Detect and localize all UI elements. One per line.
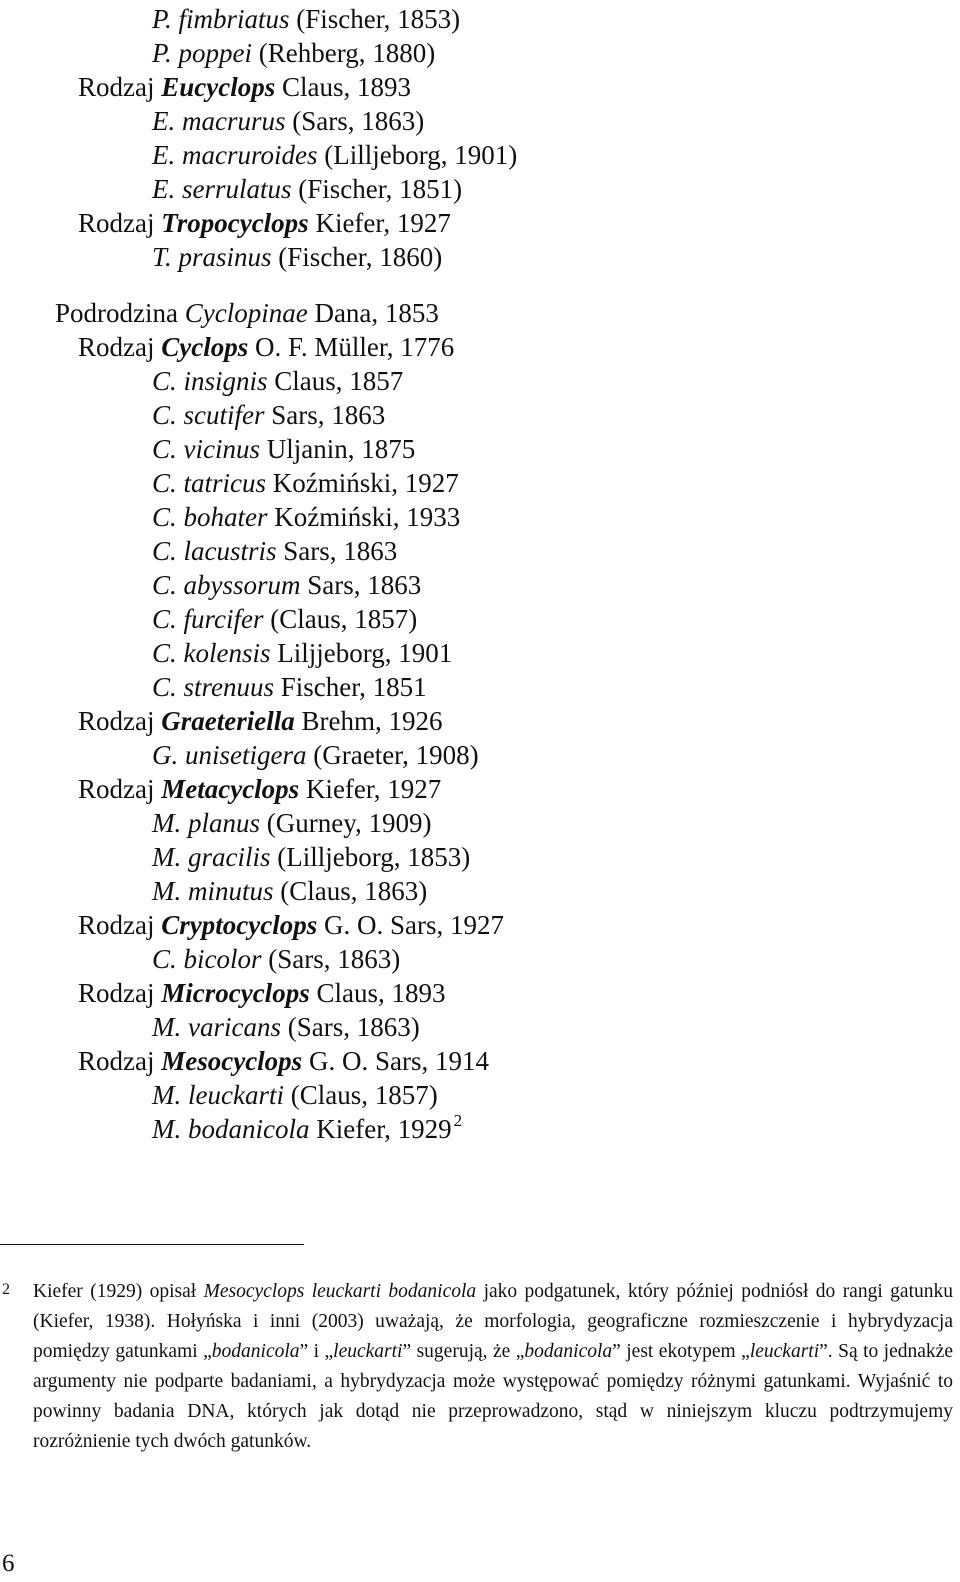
species-entry: C. scutifer Sars, 1863 xyxy=(152,400,386,430)
species-entry: M. planus (Gurney, 1909) xyxy=(152,808,432,838)
species-entry: G. unisetigera (Graeter, 1908) xyxy=(152,740,479,770)
footnote-number: 2 xyxy=(2,1281,10,1298)
species-entry: M. minutus (Claus, 1863) xyxy=(152,876,428,906)
species-entry: E. macrurus (Sars, 1863) xyxy=(152,106,425,136)
genus-entry: Rodzaj Microcyclops Claus, 1893 xyxy=(78,978,446,1008)
species-entry: C. furcifer (Claus, 1857) xyxy=(152,604,418,634)
species-entry: P. fimbriatus (Fischer, 1853) xyxy=(152,4,461,34)
genus-entry: Rodzaj Metacyclops Kiefer, 1927 xyxy=(78,774,442,804)
species-entry: C. bohater Koźmiński, 1933 xyxy=(152,502,461,532)
genus-entry: Rodzaj Cyclops O. F. Müller, 1776 xyxy=(78,332,455,362)
footnote-separator xyxy=(0,1244,304,1245)
species-entry: M. varicans (Sars, 1863) xyxy=(152,1012,420,1042)
species-entry: P. poppei (Rehberg, 1880) xyxy=(152,38,436,68)
species-entry: C. abyssorum Sars, 1863 xyxy=(152,570,422,600)
page-number: 6 xyxy=(2,1550,15,1577)
genus-entry: Rodzaj Graeteriella Brehm, 1926 xyxy=(78,706,443,736)
species-entry: C. insignis Claus, 1857 xyxy=(152,366,404,396)
species-entry: T. prasinus (Fischer, 1860) xyxy=(152,242,443,272)
species-entry: C. tatricus Koźmiński, 1927 xyxy=(152,468,459,498)
genus-entry: Rodzaj Cryptocyclops G. O. Sars, 1927 xyxy=(78,910,504,940)
genus-entry: Rodzaj Mesocyclops G. O. Sars, 1914 xyxy=(78,1046,489,1076)
species-entry: M. bodanicola Kiefer, 1929 $^2$ xyxy=(152,1111,463,1144)
species-entry: C. kolensis Liljjeborg, 1901 xyxy=(152,638,453,668)
species-entry: C. bicolor (Sars, 1863) xyxy=(152,944,401,974)
footnote-text: Kiefer (1929) opisał Mesocyclops leuckarti bodanicola jako podgatunek, który później podniósł do rangi gatunku (Kiefer, 1938). Hołyńska i inni (2003) uważają, że morfologia, geograficzne rozmieszczenie i hybrydyzacja pomiędzy gatunkami „bodanicola” i „leuckarti” sugerują, że „bodanicola” jest ekotypem „leuckarti”. Są to jednakże argumenty nie podparte badaniami, a hybrydyzacja może występować pomiędzy różnymi gatunkami. Wyjaśnić to powinny badania DNA, których jak dotąd nie przeprowadzono, stąd w niniejszym kluczu podtrzymujemy rozróżnienie tych dwóch gatunków. xyxy=(33,1281,953,1452)
footnote-reference: 2 xyxy=(453,1111,463,1130)
species-entry: M. leuckarti (Claus, 1857) xyxy=(152,1080,438,1110)
subfamily-entry: Podrodzina Cyclopinae Dana, 1853 xyxy=(55,298,439,328)
species-entry: C. strenuus Fischer, 1851 xyxy=(152,672,427,702)
species-entry: M. gracilis (Lilljeborg, 1853) xyxy=(152,842,471,872)
species-entry: C. vicinus Uljanin, 1875 xyxy=(152,434,416,464)
species-entry: E. macruroides (Lilljeborg, 1901) xyxy=(152,140,518,170)
genus-entry: Rodzaj Eucyclops Claus, 1893 xyxy=(78,72,411,102)
genus-entry: Rodzaj Tropocyclops Kiefer, 1927 xyxy=(78,208,451,238)
species-entry: E. serrulatus (Fischer, 1851) xyxy=(152,174,463,204)
species-entry: C. lacustris Sars, 1863 xyxy=(152,536,398,566)
